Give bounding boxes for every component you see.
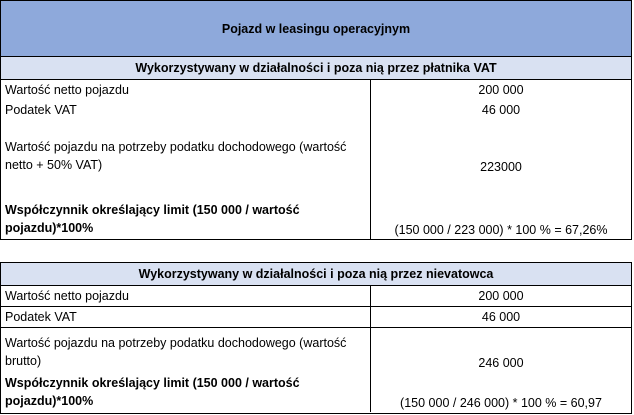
row-label: Podatek VAT — [1, 99, 371, 120]
table-row — [1, 120, 631, 176]
row-label: Współczynnik określający limit (150 000 / wartość pojazdu)*100% — [1, 372, 371, 412]
table-row — [1, 285, 631, 306]
table-subtitle-row — [1, 56, 631, 79]
table-subtitle: Wykorzystywany w działalności i poza nią przez nievatowca — [138, 267, 494, 281]
table-row — [1, 306, 631, 327]
table-title-row — [1, 1, 631, 56]
row-value: (150 000 / 246 000) * 100 % = 60,97 — [400, 396, 602, 410]
row-label: Wartość netto pojazdu — [1, 286, 371, 306]
row-label: Wartość pojazdu na potrzeby podatku dochodowego (wartość brutto) — [1, 328, 371, 372]
row-label: Współczynnik określający limit (150 000 / wartość pojazdu)*100% — [1, 176, 371, 239]
leasing-table-non-vat — [0, 262, 632, 414]
row-value: 200 000 — [478, 82, 524, 97]
row-value: 246 000 — [478, 356, 524, 370]
row-label: Wartość pojazdu na potrzeby podatku dochodowego (wartość netto + 50% VAT) — [1, 120, 371, 176]
table-row — [1, 99, 631, 120]
row-value: 46 000 — [481, 102, 521, 117]
table-title: Pojazd w leasingu operacyjnym — [1, 1, 631, 56]
row-label: Wartość netto pojazdu — [1, 80, 371, 99]
table-row — [1, 327, 631, 372]
row-value: (150 000 / 223 000) * 100 % = 67,26% — [394, 223, 608, 237]
row-value: 223000 — [480, 160, 522, 174]
table-subtitle-row — [1, 263, 631, 285]
table-row — [1, 176, 631, 239]
table-subtitle: Wykorzystywany w działalności i poza nią przez płatnika VAT — [1, 57, 631, 79]
table-row — [1, 372, 631, 412]
row-value: 200 000 — [478, 289, 524, 303]
row-label: Podatek VAT — [1, 307, 371, 327]
table-row — [1, 79, 631, 99]
row-value: 46 000 — [481, 310, 521, 324]
